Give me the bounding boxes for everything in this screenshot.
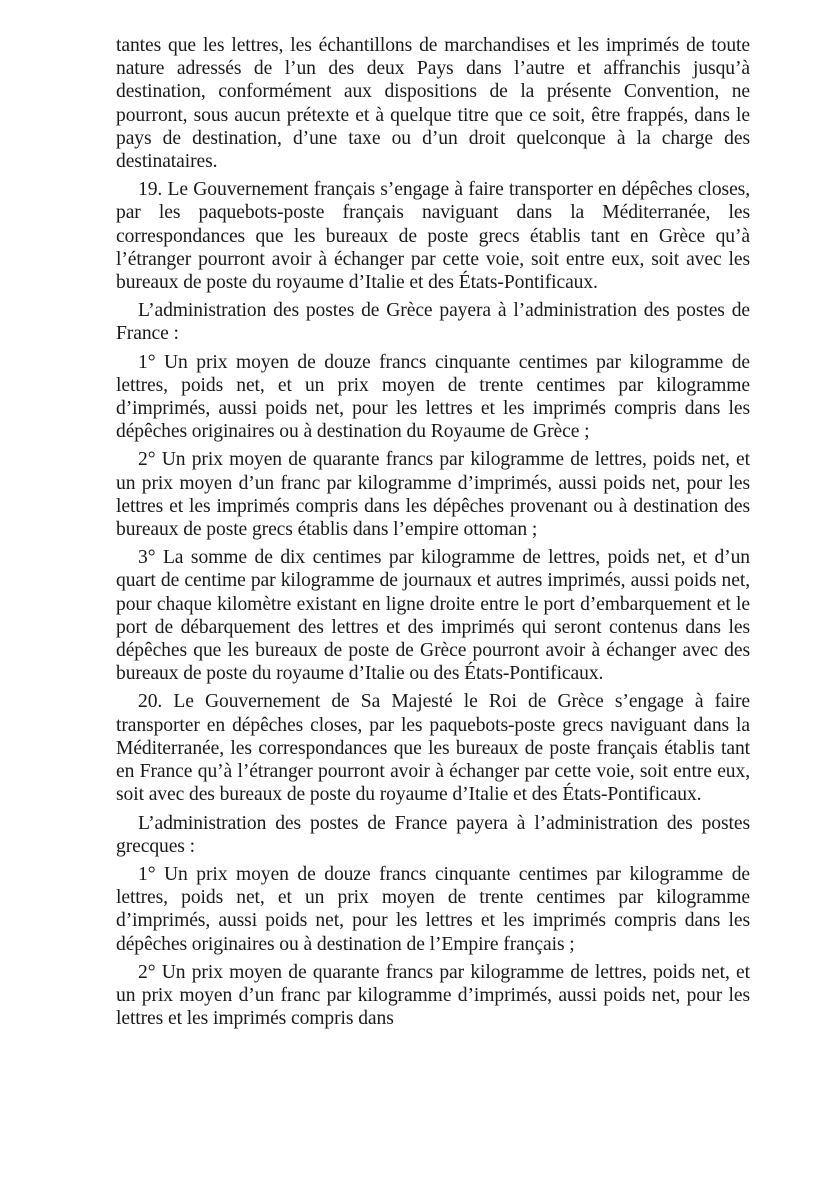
paragraph-item-3-greece: 3° La somme de dix centimes par kilogramme de lettres, poids net, et d’un quart de centime par kilogramme de journaux et autres imprimés, aussi poids net, pour chaque kilomètre existant en ligne droite entre le port d’embarquement et le port de débarquement des lettres et des imprimés qui seront contenus dans les dépêches que les bureaux de poste de Grèce pourront avoir à échanger avec des bureaux de poste du royaume d’Italie ou des États-Pontificaux. xyxy=(116,547,750,685)
paragraph-payment-greece: L’administration des postes de Grèce payera à l’administration des postes de France : xyxy=(116,300,750,345)
paragraph-item-1-france: 1° Un prix moyen de douze francs cinquante centimes par kilogramme de lettres, poids net, et un prix moyen de trente centimes par kilogramme d’imprimés, aussi poids net, pour les lettres et les imprimés compris dans les dépêches originaires ou à destination de l’Empire français ; xyxy=(116,863,750,955)
paragraph-item-2-france: 2° Un prix moyen de quarante francs par kilogramme de lettres, poids net, et un prix moyen d’un franc par kilogramme d’imprimés, aussi poids net, pour les lettres et les imprimés compris dans xyxy=(116,961,750,1030)
body-text xyxy=(116,34,750,1035)
paragraph-item-2-greece: 2° Un prix moyen de quarante francs par kilogramme de lettres, poids net, et un prix moyen d’un franc par kilogramme d’imprimés, aussi poids net, pour les lettres et les imprimés compris dans les dépêches provenant ou à destination des bureaux de poste grecs établis dans l’empire ottoman ; xyxy=(116,449,750,541)
paragraph-item-1-greece: 1° Un prix moyen de douze francs cinquante centimes par kilogramme de lettres, poids net, et un prix moyen de trente centimes par kilogramme d’imprimés, aussi poids net, pour les lettres et les imprimés compris dans les dépêches originaires ou à destination du Royaume de Grèce ; xyxy=(116,351,750,443)
paragraph-continuation: tantes que les lettres, les échantillons de marchandises et les imprimés de toute nature adressés de l’un des deux Pays dans l’autre et affranchis jusqu’à destination, conformément aux dispositions de la présente Convention, ne pourront, sous aucun prétexte et à quelque titre que ce soit, être frappés, dans le pays de destination, d’une taxe ou d’un droit quelconque à la charge des destinataires. xyxy=(116,35,750,173)
paragraph-payment-france: L’administration des postes de France payera à l’administration des postes grecques : xyxy=(116,812,750,857)
paragraph-article-20: 20. Le Gouvernement de Sa Majesté le Roi de Grèce s’engage à faire transporter en dépêches closes, par les paquebots-poste grecs naviguant dans la Méditerranée, les correspondances que les bureaux de poste français établis tant en France qu’à l’étranger pourront avoir à échanger par cette voie, soit entre eux, soit avec des bureaux de poste du royaume d’Italie et des États-Pontificaux. xyxy=(116,691,750,806)
paragraph-article-19: 19. Le Gouvernement français s’engage à faire transporter en dépêches closes, par les paquebots-poste français naviguant dans la Méditerranée, les correspondances que les bureaux de poste grecs établis tant en Grèce qu’à l’étranger pourront avoir à échanger par cette voie, soit entre eux, soit avec les bureaux de poste du royaume d’Italie et des États-Pontificaux. xyxy=(116,179,750,294)
